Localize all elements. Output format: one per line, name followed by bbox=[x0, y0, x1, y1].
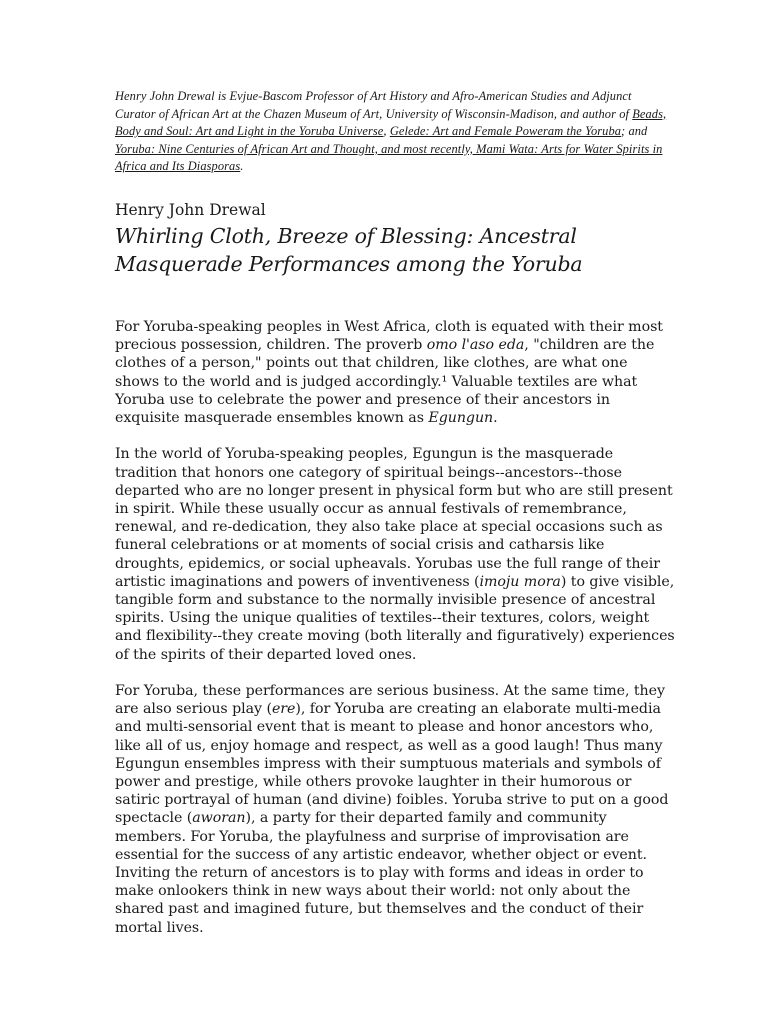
article-author: Henry John Drewal bbox=[115, 200, 266, 219]
paragraph-1: For Yoruba-speaking peoples in West Africa, cloth is equated with their most precious possession, children. The proverb omo l'aso eda, "children are the clothes of a person," points out that children, like clothes, are what one shows to the world and is judged accordingly.¹ Valuable textiles are what Yoruba use to celebrate the power and presence of their ancestors in exquisite masquerade ensembles known as Egungun. bbox=[115, 318, 663, 426]
article-body bbox=[115, 318, 675, 937]
book-link-beads-body-soul[interactable]: Beads, Body and Soul: Art and Light in the Yoruba Universe bbox=[115, 106, 667, 139]
proverb-term: omo l'aso eda bbox=[426, 337, 525, 354]
book-link-gelede[interactable]: Gelede: Art and Female Poweram the Yoruba bbox=[389, 124, 622, 139]
imoju-mora-term: imoju mora bbox=[479, 573, 561, 590]
paragraph-2: In the world of Yoruba-speaking peoples, Egungun is the masquerade tradition that honors one category of spiritual beings--ancestors--those departed who are no longer present in physical form but who are still present in spirit. While these usually occur as annual festivals of remembrance, renewal, and re-dedication, they also take place at special occasions such as funeral celebrations or at moments of social crisis and catharsis like droughts, epidemics, or social upheavals. Yorubas use the full range of their artistic imaginations and powers of inventiveness (imoju mora) to give visible, tangible form and substance to the normally invisible presence of ancestral spirits. Using the unique qualities of textiles--their textures, colors, weight and flexibility--they create moving (both literally and figuratively) experiences of the spirits of their departed loved ones. bbox=[115, 446, 675, 663]
egungun-term: Egungun bbox=[428, 409, 494, 426]
bio-intro: Henry John Drewal is Evjue-Bascom Professor of Art History and Afro-American Studies and Adjunct Curator of African Art at the Chazen Museum of Art, University of Wisconsin-Madison, and author of bbox=[115, 89, 633, 121]
ere-term: ere bbox=[271, 701, 296, 718]
aworan-term: aworan bbox=[192, 810, 246, 827]
book-link-yoruba-mami-wata[interactable]: Yoruba: Nine Centuries of African Art and Thought, and most recently, Mami Wata: Arts for Water Spirits in Africa and Its Diasporas bbox=[115, 141, 663, 174]
document-page bbox=[115, 88, 675, 955]
author-bio: Henry John Drewal is Evjue-Bascom Professor of Art History and Afro-American Studies and Adjunct Curator of African Art at the Chazen Museum of Art, University of Wisconsin-Madison, and author of Beads, Body and Soul: Art and Light in the Yoruba Universe, Gelede: Art and Female Poweram the Yoruba; and Yoruba: Nine Centuries of African Art and Thought, and most recently, Mami Wata: Arts for Water Spirits in Africa and Its Diasporas. bbox=[115, 89, 667, 174]
paragraph-3: For Yoruba, these performances are serious business. At the same time, they are also serious play (ere), for Yoruba are creating an elaborate multi-media and multi-sensorial event that is meant to please and honor ancestors who, like all of us, enjoy homage and respect, as well as a good laugh! Thus many Egungun ensembles impress with their sumptuous materials and symbols of power and prestige, while others provoke laughter in their humorous or satiric portrayal of human (and divine) foibles. Yoruba strive to put on a good spectacle (aworan), a party for their departed family and community members. For Yoruba, the playfulness and surprise of improvisation are essential for the success of any artistic endeavor, whether object or event. Inviting the return of ancestors is to play with forms and ideas in order to make onlookers think in new ways about their world: not only about the shared past and imagined future, but themselves and the conduct of their mortal lives. bbox=[115, 683, 669, 936]
article-title: Whirling Cloth, Breeze of Blessing: Ancestral Masquerade Performances among the Yoruba bbox=[115, 223, 583, 276]
